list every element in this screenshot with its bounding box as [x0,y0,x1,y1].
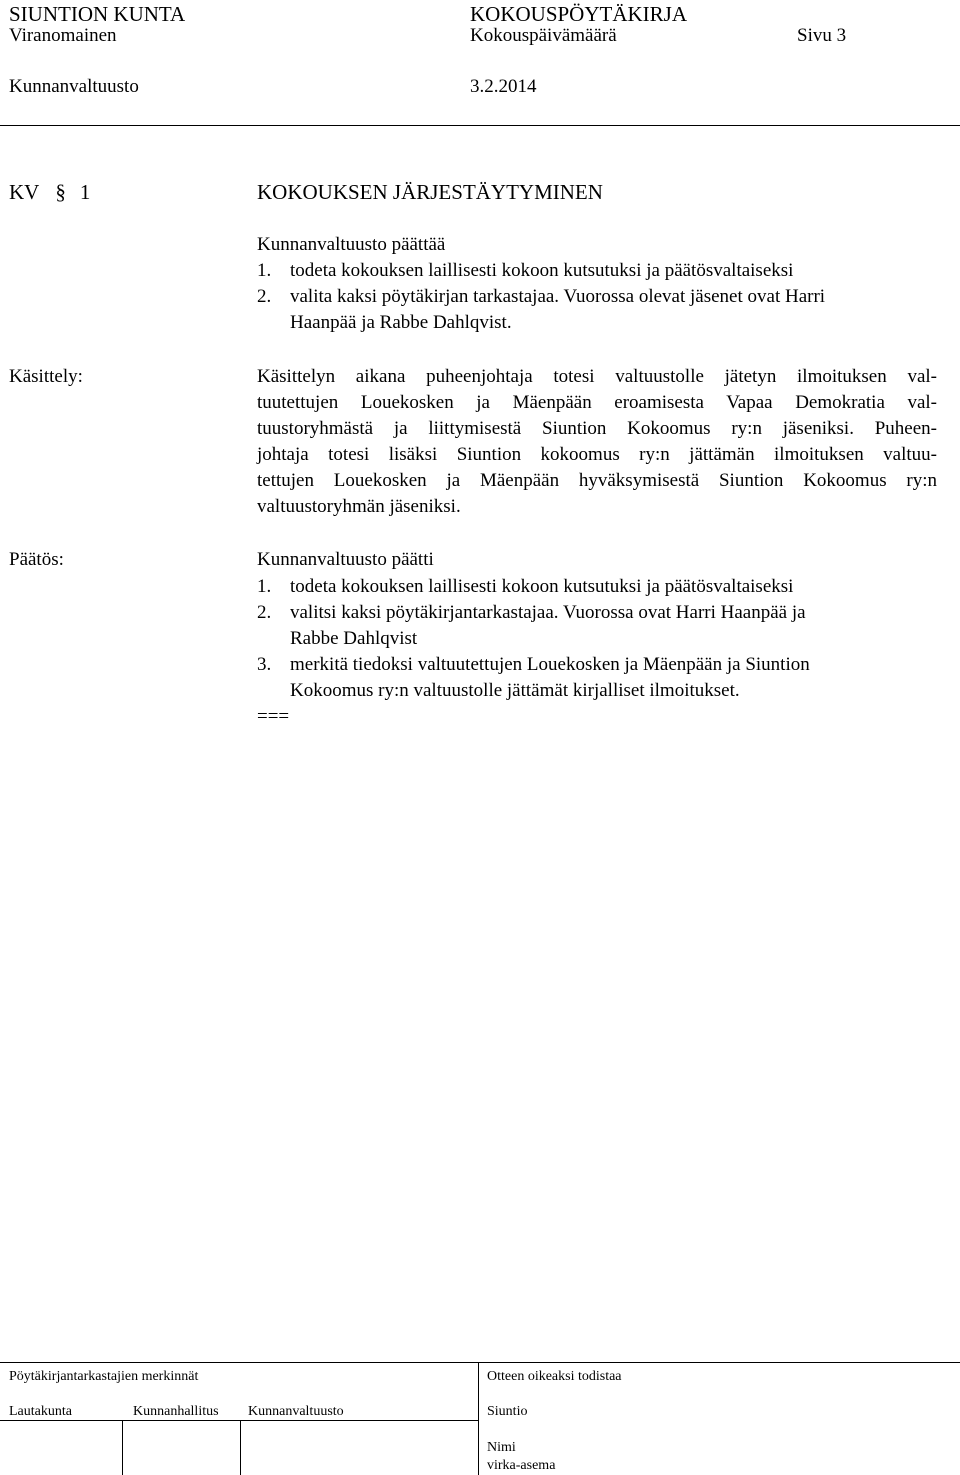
paatos-item-1 [257,574,793,600]
paatos-item-2 [257,600,806,626]
paatos-item-3 [257,652,810,678]
proposal-item-2-continuation: Haanpää ja Rabbe Dahlqvist. [290,312,512,333]
reviewers-label: Pöytäkirjantarkastajien merkinnät [9,1369,199,1384]
kasittely-line: tuustoryhmästä ja liittymisestä Siuntion Kokoomus ry:n jäseniksi. Puheen- [257,418,937,439]
kasittely-line: johtaja totesi lisäksi Siuntion kokoomus ry:n jättämän ilmoituksen valtuu- [257,444,937,465]
footer-lautakunta: Lautakunta [9,1404,72,1419]
paatos-item-3-number: 3. [257,654,272,675]
paatos-label: Päätös: [9,549,64,570]
certified-label: Otteen oikeaksi todistaa [487,1369,622,1384]
proposal-item-2-number: 2. [257,286,272,307]
end-mark: === [257,706,290,727]
proposal-item-2-text: valita kaksi pöytäkirjan tarkastajaa. Vuorossa olevat jäsenet ovat Harri [290,286,826,307]
section-number: 1 [79,180,91,204]
proposal-item-1 [257,258,793,284]
kasittely-line: tettujen Louekosken ja Mäenpään hyväksymisestä Siuntion Kokoomus ry:n [257,470,937,491]
meeting-date: 3.2.2014 [470,76,537,97]
paatos-intro: Kunnanvaltuusto päätti [257,549,434,570]
footer-kunnanhallitus: Kunnanhallitus [133,1404,219,1419]
kasittely-line: valtuustoryhmän jäseniksi. [257,496,461,517]
section-title: KOKOUKSEN JÄRJESTÄYTYMINEN [257,180,603,204]
paatos-item-2-number: 2. [257,602,272,623]
paatos-item-2-text: valitsi kaksi pöytäkirjantarkastajaa. Vuorossa ovat Harri Haanpää ja [290,602,806,623]
footer-signature-line [0,1420,478,1421]
paatos-item-3-text: merkitä tiedoksi valtuutettujen Louekosken ja Mäenpään ja Siuntion [290,654,810,675]
kasittely-label: Käsittely: [9,366,83,387]
kasittely-line: tuutettujen Louekosken ja Mäenpään eroamisesta Vapaa Demokratia val- [257,392,937,413]
section-symbol: § [55,180,66,204]
authority-label: Viranomainen [9,25,117,46]
footer-name-label: Nimi [487,1440,516,1455]
footer-place: Siuntio [487,1404,528,1419]
paatos-item-3-continuation: Kokoomus ry:n valtuustolle jättämät kirjalliset ilmoitukset. [290,680,740,701]
footer-kunnanvaltuusto: Kunnanvaltuusto [248,1404,344,1419]
document-type: KOKOUSPÖYTÄKIRJA [470,2,688,26]
date-label: Kokouspäivämäärä [470,25,617,46]
proposal-item-1-number: 1. [257,260,272,281]
header-divider [0,125,960,126]
paatos-item-1-text: todeta kokouksen laillisesti kokoon kutsutuksi ja päätösvaltaiseksi [290,576,794,597]
proposal-item-1-text: todeta kokouksen laillisesti kokoon kutsutuksi ja päätösvaltaiseksi [290,260,794,281]
paatos-item-2-continuation: Rabbe Dahlqvist [290,628,418,649]
proposal-item-2 [257,284,825,310]
section-ref-code: KV [9,180,40,204]
footer-position-label: virka-asema [487,1458,556,1473]
section-ref [9,180,90,204]
org-name: SIUNTION KUNTA [9,2,186,26]
page-number: Sivu 3 [797,25,847,46]
footer-column-divider [240,1420,241,1475]
proposal-intro: Kunnanvaltuusto päättää [257,234,446,255]
footer-column-divider [122,1420,123,1475]
kasittely-text [257,364,937,520]
paatos-item-1-number: 1. [257,576,272,597]
footer-top-divider [0,1362,960,1363]
footer-column-divider [478,1362,479,1475]
kasittely-line: Käsittelyn aikana puheenjohtaja totesi valtuustolle jätetyn ilmoituksen val- [257,366,937,387]
authority-name: Kunnanvaltuusto [9,76,139,97]
